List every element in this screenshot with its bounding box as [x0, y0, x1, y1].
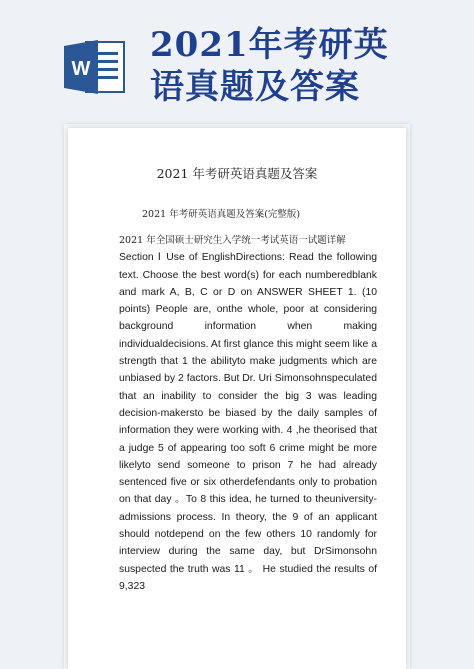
banner	[0, 0, 474, 130]
body-paragraph: Section Ⅰ Use of EnglishDirections: Read the following text. Choose the best word(s) for each numberedblank and mark A, B, C or D on ANSWER SHEET 1. (10 points) People are, onthe whole, poor at considering background information when making individualdecisions. At first glance this might seem like a strength that 1 the abilityto make judgments which are unbiased by 2 factors. But Dr. Uri Simonsohnspeculated that an inability to consider the big 3 was leading decision-makersto be biased by the daily samples of information they were working with. 4 ,he theorised that a judge 5 of appearing too soft 6 crime might be more likelyto send someone to prison 7 he had already sentenced five or six otherdefendants only to probation on that day 。To 8 this idea, he turned to theuniversity-admissions process. In theory, the 9 of an applicant should notdepend on the few others 10 randomly for interview during the same day, but DrSimonsohn suspected the truth was 11 。 He studied the results of 9,323	[119, 252, 377, 592]
document-title: 2021 年考研英语真题及答案	[156, 166, 318, 181]
document-body	[119, 232, 377, 595]
document-subtitle: 2021 年考研英语真题及答案(完整版)	[142, 209, 301, 220]
svg-text:W: W	[71, 58, 91, 80]
banner-title	[150, 24, 450, 108]
body-first-line: 2021 年全国硕士研究生入学统一考试英语一试题详解	[119, 235, 346, 246]
banner-title-line-2: 语真题及答案	[150, 67, 360, 107]
document-page	[68, 128, 406, 669]
banner-title-line-1: 2021年考研英	[150, 25, 389, 65]
word-icon	[64, 38, 126, 96]
